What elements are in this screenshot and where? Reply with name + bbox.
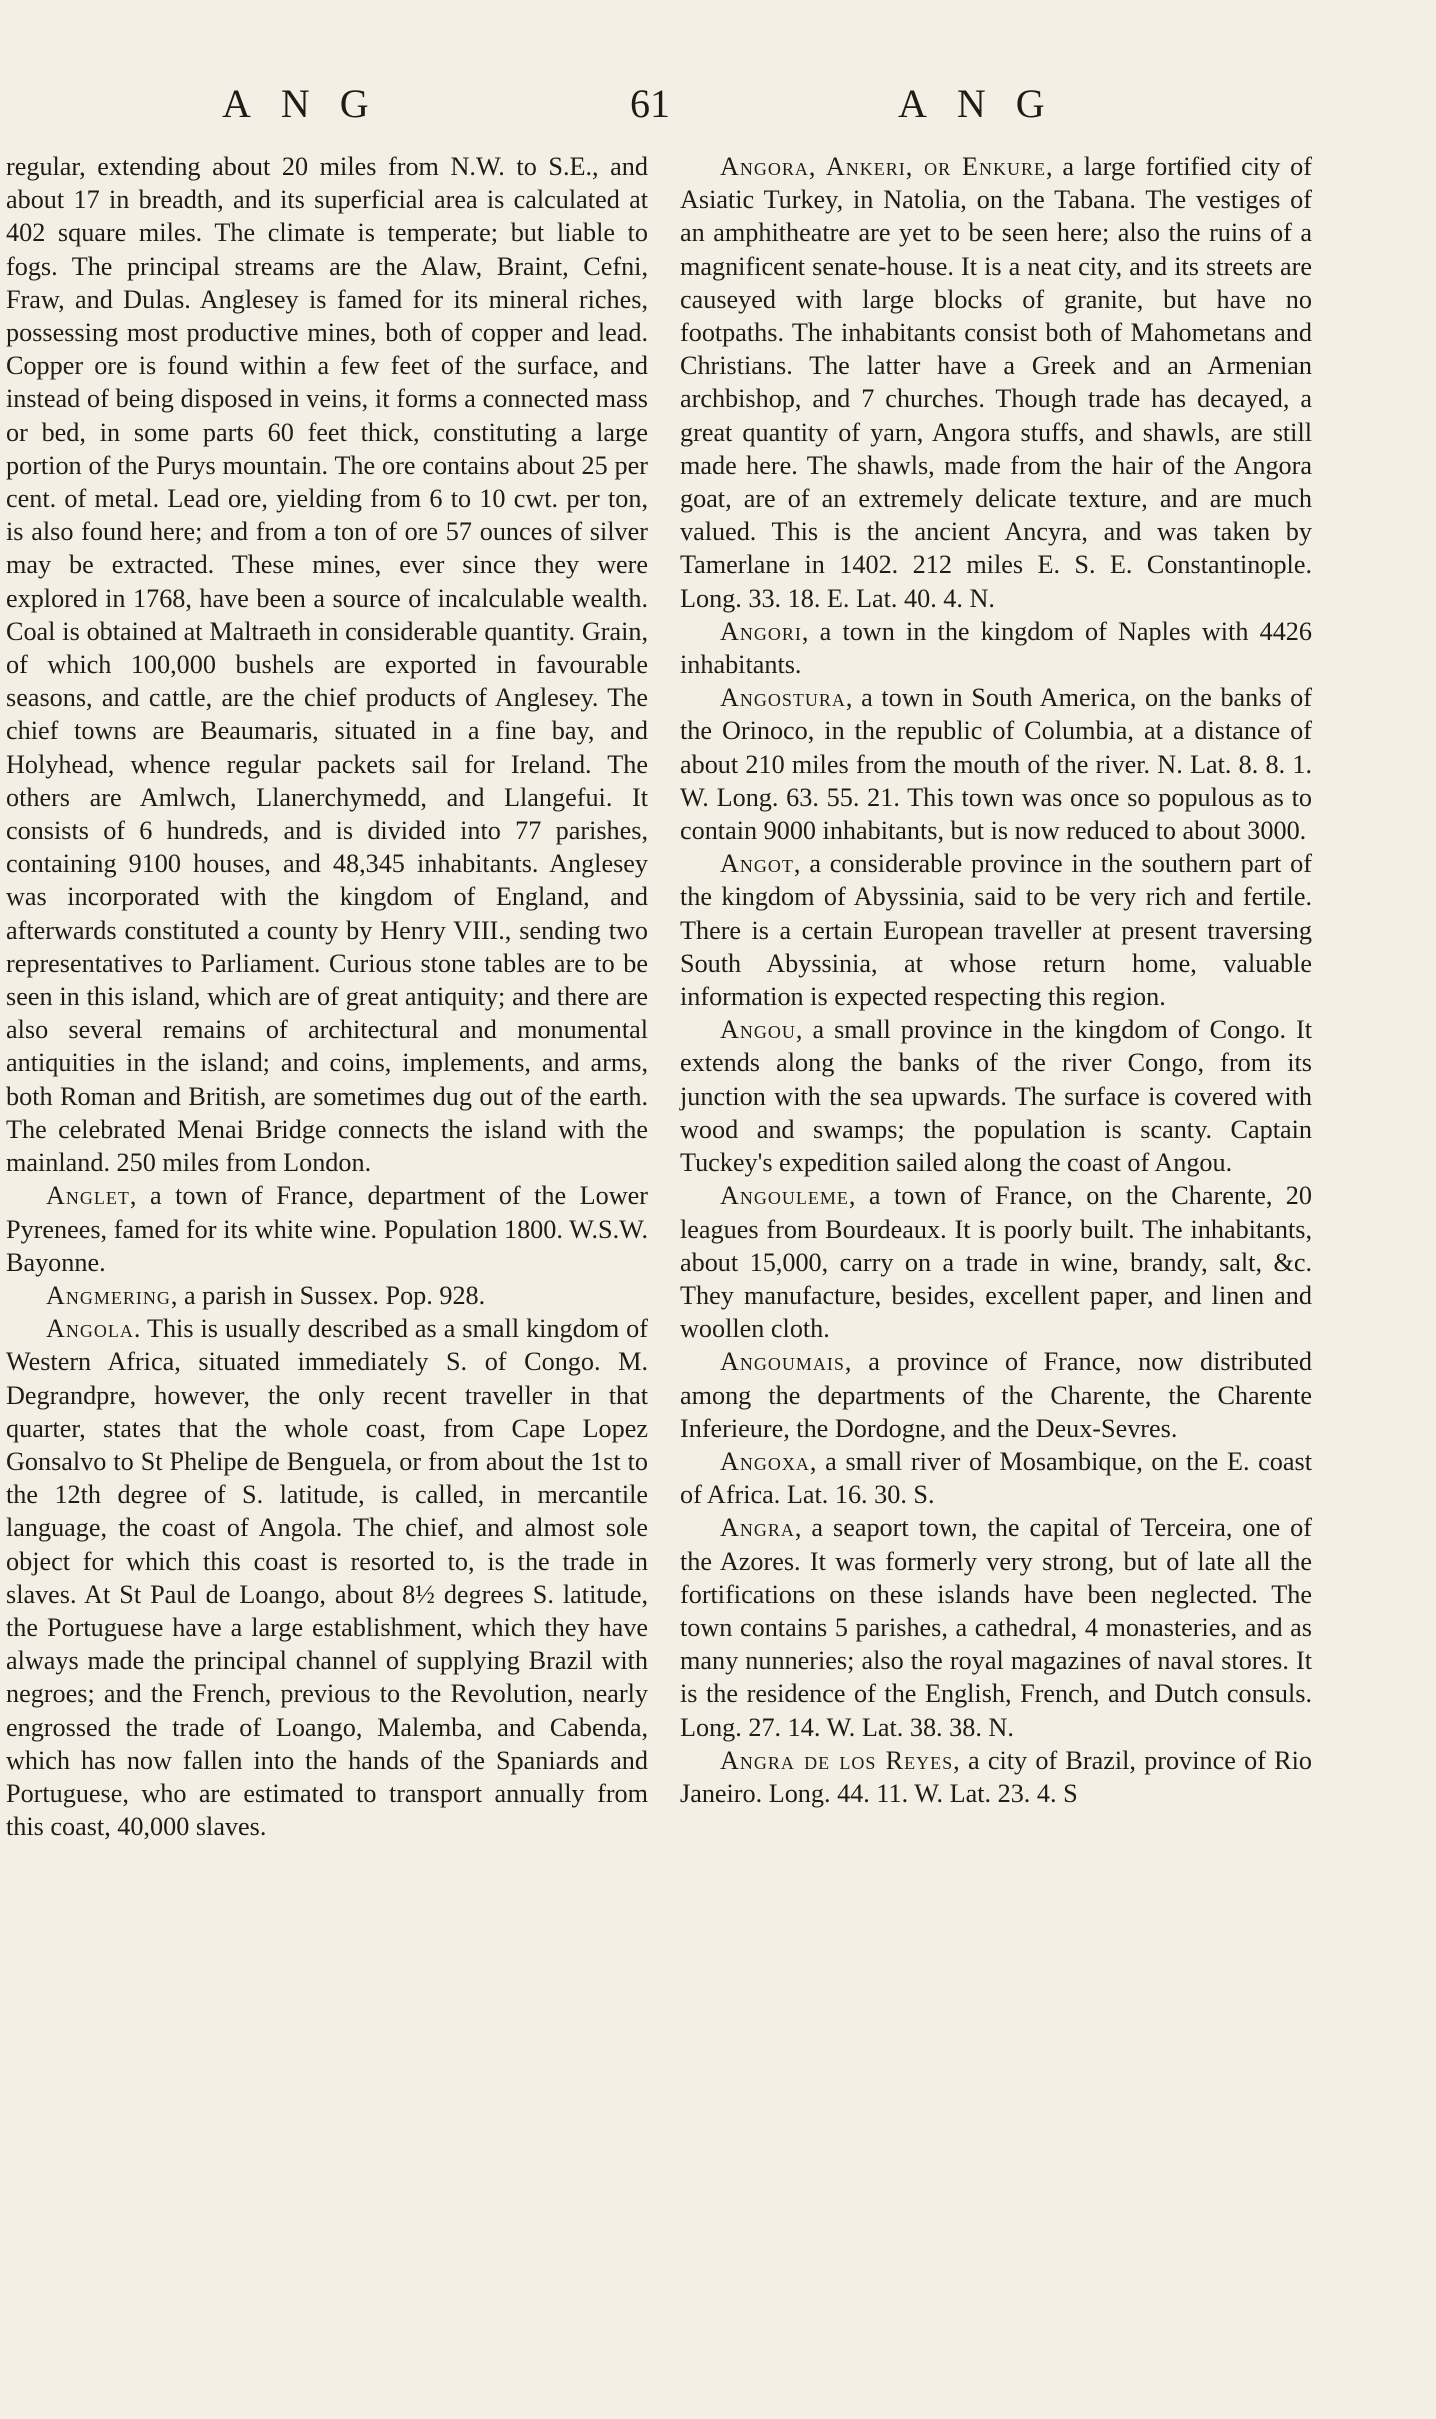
entry-headword: Angora, Ankeri, or Enkure — [720, 152, 1046, 181]
entry-angola — [6, 1312, 648, 1843]
running-head-left: ANG — [222, 81, 399, 126]
entry-text: , a small province in the kingdom of Congo. It extends along the banks of the river Congo, from its junction with the sea upwards. The surface is covered with wood and swamps; the population is scanty. Captain Tuckey's expedition sailed along the coast of Angou. — [680, 1015, 1312, 1178]
entry-headword: Angola — [46, 1314, 134, 1344]
entry-text: , a considerable province in the southern part of the kingdom of Abyssinia, said to be very rich and fertile. There is a certain European traveller at present traversing South Abyssinia, at whose return home, valuable information is expected respecting this region. — [680, 849, 1312, 1012]
entry-text: , a town of France, on the Charente, 20 leagues from Bourdeaux. It is poorly built. The inhabitants, about 15,000, carry on a trade in wine, brandy, salt, &c. They manufacture, besides, excellent paper, and linen and woollen cloth. — [680, 1181, 1312, 1344]
entry-text: , a town of France, department of the Lower Pyrenees, famed for its white wine. Population 1800. W.S.W. Bayonne. — [6, 1181, 648, 1277]
entry-angora — [680, 150, 1312, 615]
right-column — [680, 150, 1312, 1810]
entry-angra — [680, 1511, 1312, 1743]
entry-angouleme — [680, 1179, 1312, 1345]
entry-text: , a parish in Sussex. Pop. 928. — [170, 1280, 486, 1310]
entry-angmering — [6, 1279, 648, 1312]
entry-angostura — [680, 681, 1312, 847]
entry-text: , a town in the kingdom of Naples with 4426 inhabitants. — [680, 616, 1312, 680]
entry-headword: Angoxa — [720, 1446, 810, 1476]
entry-angoxa — [680, 1445, 1312, 1511]
entry-angou — [680, 1013, 1312, 1179]
entry-headword: Angou — [720, 1015, 796, 1045]
left-column — [6, 150, 648, 1843]
running-head-right: ANG — [898, 81, 1075, 126]
entry-headword: Angra de los Reyes — [720, 1745, 954, 1775]
continuation-paragraph: regular, extending about 20 miles from N.W. to S.E., and about 17 in breadth, and its superficial area is calculated at 402 square miles. The climate is temperate; but liable to fogs. The principal streams are the Alaw, Braint, Cefni, Fraw, and Dulas. Anglesey is famed for its mineral riches, possessing most productive mines, both of copper and lead. Copper ore is found within a few feet of the surface, and instead of being disposed in veins, it forms a connected mass or bed, in some parts 60 feet thick, constituting a large portion of the Purys mountain. The ore contains about 25 per cent. of metal. Lead ore, yielding from 6 to 10 cwt. per ton, is also found here; and from a ton of ore 57 ounces of silver may be extracted. These mines, ever since they were explored in 1768, have been a source of incalculable wealth. Coal is obtained at Maltraeth in considerable quantity. Grain, of which 100,000 bushels are exported in favourable seasons, and cattle, are the chief products of Anglesey. The chief towns are Beaumaris, situated in a fine bay, and Holyhead, whence regular packets sail for Ireland. The others are Amlwch, Llanerchymedd, and Llangefui. It consists of 6 hundreds, and is divided into 77 parishes, containing 9100 houses, and 48,345 inhabitants. Anglesey was incorporated with the kingdom of England, and afterwards constituted a county by Henry VIII., sending two representatives to Parliament. Curious stone tables are to be seen in this island, which are of great antiquity; and there are also several remains of architectural and monumental antiquities in the island; and coins, implements, and arms, both Roman and British, are sometimes dug out of the earth. The celebrated Menai Bridge connects the island with the mainland. 250 miles from London. — [6, 152, 648, 1178]
entry-headword: Angouleme — [720, 1181, 849, 1211]
entry-angra-de-los-reyes — [680, 1744, 1312, 1810]
entry-headword: Anglet — [46, 1181, 130, 1211]
page-number: 61 — [630, 81, 670, 126]
entry-text: , a province of France, now distributed among the departments of the Charente, the Charente Inferieure, the Dordogne, and the Deux-Sevres. — [680, 1347, 1312, 1443]
running-head — [0, 80, 1436, 140]
entry-text: , a city of Brazil, province of Rio Janeiro. Long. 44. 11. W. Lat. 23. 4. S — [680, 1745, 1312, 1808]
entry-headword: Angot — [720, 849, 794, 879]
entry-headword: Angoumais — [720, 1347, 845, 1377]
entry-headword: Angori — [720, 616, 802, 646]
entry-angori — [680, 615, 1312, 681]
entry-headword: Angostura — [720, 683, 846, 713]
entry-angoumais — [680, 1345, 1312, 1445]
entry-text: , a seaport town, the capital of Terceira, one of the Azores. It was formerly very strong, but of late all the fortifications on these islands have been neglected. The town contains 5 parishes, a cathedral, 4 monasteries, and as many nunneries; also the royal magazines of naval stores. It is the residence of the English, French, and Dutch consuls. Long. 27. 14. W. Lat. 38. 38. N. — [680, 1513, 1312, 1742]
entry-text: , a small river of Mosambique, on the E. coast of Africa. Lat. 16. 30. S. — [680, 1446, 1312, 1510]
entry-text: , a town in South America, on the banks of the Orinoco, in the republic of Columbia, at a distance of about 210 miles from the mouth of the river. N. Lat. 8. 8. 1. W. Long. 63. 55. 21. This town was once so populous as to contain 9000 inhabitants, but is now reduced to about 3000. — [680, 683, 1312, 846]
entry-headword: Angmering — [46, 1280, 171, 1310]
entry-anglet — [6, 1179, 648, 1279]
entry-text: , a large fortified city of Asiatic Turkey, in Natolia, on the Tabana. The vestiges of an amphitheatre are yet to be seen here; also the ruins of a magnificent senate-house. It is a neat city, and its streets are causeyed with large blocks of granite, but have no footpaths. The inhabitants consist both of Mahometans and Christians. The latter have a Greek and an Armenian archbishop, and 7 churches. Though trade has decayed, a great quantity of yarn, Angora stuffs, and shawls, are still made here. The shawls, made from the hair of the Angora goat, are of an extremely delicate texture, and are much valued. This is the ancient Ancyra, and was taken by Tamerlane in 1402. 212 miles E. S. E. Constantinople. Long. 33. 18. E. Lat. 40. 4. N. — [680, 152, 1313, 613]
entry-text: . This is usually described as a small kingdom of Western Africa, situated immediately S. of Congo. M. Degrandpre, however, the only recent traveller in that quarter, states that the whole coast, from Cape Lopez Gonsalvo to St Phelipe de Benguela, or from about the 1st to the 12th degree of S. latitude, is called, in mercantile language, the coast of Angola. The chief, and almost sole object for which this coast is resorted to, is the trade in slaves. At St Paul de Loango, about 8½ degrees S. latitude, the Portuguese have a large establishment, which they have always made the principal channel of supplying Brazil with negroes; and the French, previous to the Revolution, nearly engrossed the trade of Loango, Malemba, and Cabenda, which has now fallen into the hands of the Spaniards and Portuguese, who are estimated to transport annually from this coast, 40,000 slaves. — [6, 1314, 648, 1842]
entry-headword: Angra — [720, 1513, 795, 1543]
entry-angot — [680, 847, 1312, 1013]
